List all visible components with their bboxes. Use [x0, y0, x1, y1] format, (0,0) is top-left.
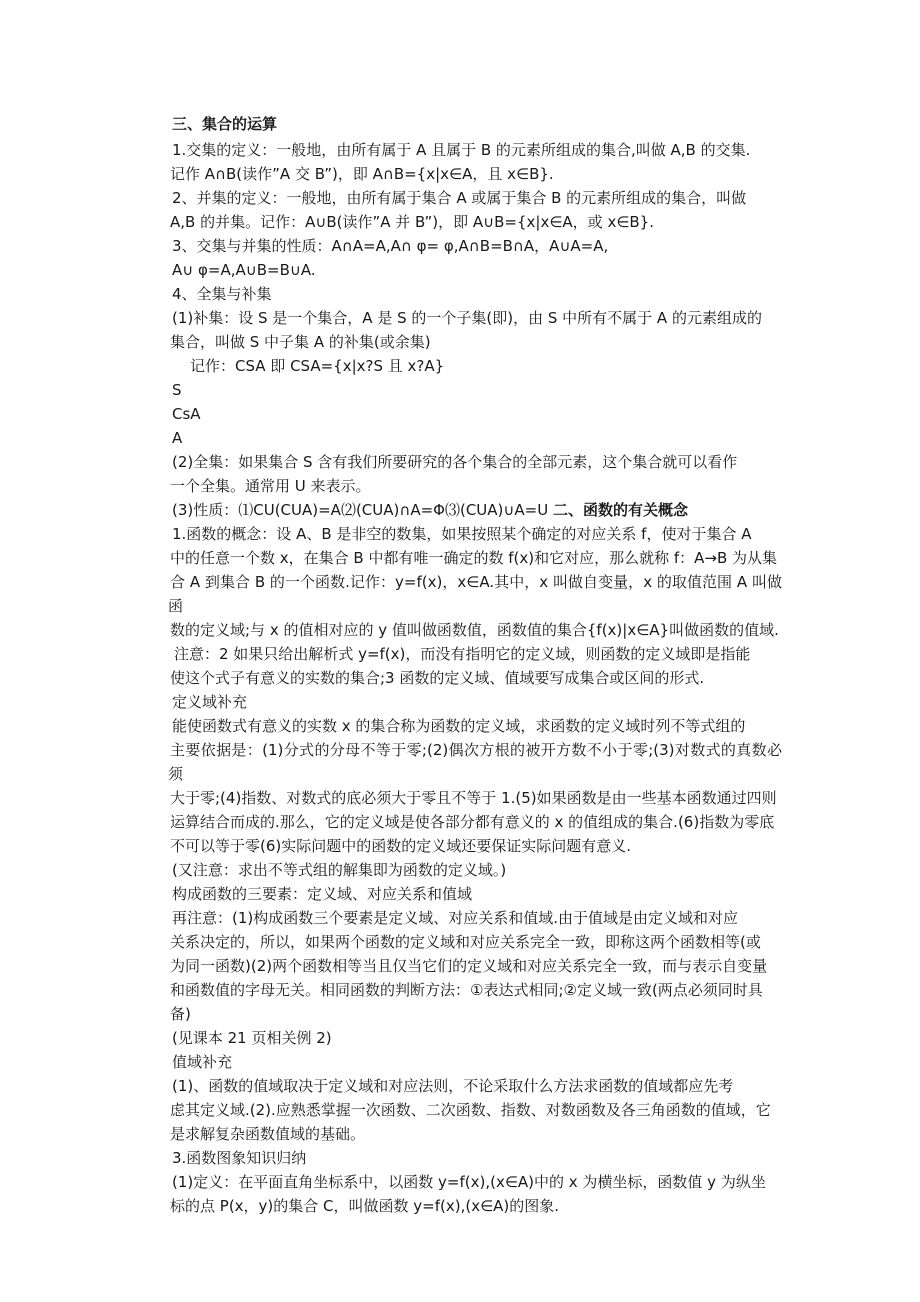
- intersection-notation: 记作 A∩B(读作”A 交 B”)，即 A∩B={x|x∈A，且 x∈B}.: [170, 165, 554, 183]
- domain-supplement-heading: 定义域补充: [172, 693, 248, 711]
- union-definition: 2、并集的定义：一般地，由所有属于集合 A 或属于集合 B 的元素所组成的集合，叫做: [172, 189, 747, 207]
- three-elements: 构成函数的三要素：定义域、对应关系和值域: [172, 885, 473, 903]
- complement-properties-text: (3)性质：⑴CU(CUA)=A⑵(CUA)∩A=Φ⑶(CUA)∪A=U: [172, 501, 553, 519]
- complement-definition-continued: 集合，叫做 S 中子集 A 的补集(或余集): [170, 333, 431, 351]
- function-note: 注意：2 如果只给出解析式 y=f(x)，而没有指明它的定义域，则函数的定义域即是指能: [174, 645, 751, 663]
- diagram-label-s: S: [172, 381, 182, 399]
- further-note-line-2: 关系决定的，所以，如果两个函数的定义域和对应关系完全一致，即称这两个函数相等(或: [170, 933, 761, 951]
- range-supplement-heading: 值域补充: [172, 1053, 233, 1071]
- graph-definition: (1)定义：在平面直角坐标系中，以函数 y=f(x),(x∈A)中的 x 为横坐标，函数值 y 为纵坐: [172, 1173, 766, 1191]
- set-properties: 3、交集与并集的性质：A∩A=A,A∩ φ= φ,A∩B=B∩A，A∪A=A,: [172, 237, 609, 255]
- domain-supplement-line-3: 大于零;(4)指数、对数式的底必须大于零且不等于 1.(5)如果函数是由一些基本函数通过四则: [170, 789, 777, 807]
- complement-definition: (1)补集：设 S 是一个集合，A 是 S 的一个子集(即)，由 S 中所有不属于 A 的元素组成的: [172, 309, 762, 327]
- intersection-definition: 1.交集的定义：一般地，由所有属于 A 且属于 B 的元素所组成的集合,叫做 A,B 的交集.: [172, 141, 751, 159]
- universal-and-complement-heading: 4、全集与补集: [172, 285, 272, 303]
- document-body: [170, 112, 782, 1218]
- range-supplement: (1)、函数的值域取决于定义域和对应法则，不论采取什么方法求函数的值域都应先考: [172, 1077, 734, 1095]
- range-supplement-line-3: 是求解复杂函数值域的基础。: [170, 1125, 366, 1143]
- section-heading-function-concepts: 二、函数的有关概念: [552, 501, 688, 519]
- function-concept: 1.函数的概念：设 A、B 是非空的数集，如果按照某个确定的对应关系 f，使对于集合 A: [172, 525, 752, 543]
- diagram-label-a: A: [172, 429, 183, 447]
- textbook-reference: (见课本 21 页相关例 2): [172, 1029, 332, 1047]
- further-note-line-4: 和函数值的字母无关。相同函数的判断方法：①表达式相同;②定义域一致(两点必须同时具: [170, 981, 763, 999]
- universal-set-definition: (2)全集：如果集合 S 含有我们所要研究的各个集合的全部元素，这个集合就可以看作: [172, 453, 738, 471]
- function-concept-line-3: 合 A 到集合 B 的一个函数.记作：y=f(x)，x∈A.其中，x 叫做自变量，x 的取值范围 A 叫做函: [168, 573, 782, 615]
- universal-set-definition-continued: 一个全集。通常用 U 来表示。: [170, 477, 371, 495]
- complement-properties: [170, 498, 782, 522]
- function-note-continued: 使这个式子有意义的实数的集合;3 函数的定义域、值域要写成集合或区间的形式.: [170, 669, 705, 687]
- domain-note: (又注意：求出不等式组的解集即为函数的定义域。): [172, 861, 507, 879]
- function-concept-line-2: 中的任意一个数 x，在集合 B 中都有唯一确定的数 f(x)和它对应，那么就称 f：A→B 为从集: [170, 549, 778, 567]
- domain-supplement-line-5: 不可以等于零(6)实际问题中的函数的定义域还要保证实际问题有意义.: [170, 837, 632, 855]
- domain-supplement-line-4: 运算结合而成的.那么，它的定义域是使各部分都有意义的 x 的值组成的集合.(6)指数为零底: [170, 813, 775, 831]
- section-heading-set-operations: 三、集合的运算: [172, 115, 278, 133]
- graph-summary-heading: 3.函数图象知识归纳: [172, 1149, 307, 1167]
- range-supplement-line-2: 虑其定义域.(2).应熟悉掌握一次函数、二次函数、指数、对数函数及各三角函数的值域，它: [170, 1101, 771, 1119]
- function-concept-line-4: 数的定义域;与 x 的值相对应的 y 值叫做函数值，函数值的集合{f(x)|x∈A}叫做函数的值域.: [170, 621, 779, 639]
- further-note-line-5: 备): [170, 1005, 191, 1023]
- domain-supplement-line-2: 主要依据是：(1)分式的分母不等于零;(2)偶次方根的被开方数不小于零;(3)对数式的真数必须: [168, 741, 782, 783]
- union-notation: A,B 的并集。记作：A∪B(读作”A 并 B”)，即 A∪B={x|x∈A，或 x∈B}.: [170, 213, 654, 231]
- graph-definition-continued: 标的点 P(x，y)的集合 C，叫做函数 y=f(x),(x∈A)的图象.: [170, 1197, 560, 1215]
- set-properties-continued: A∪ φ=A,A∪B=B∪A.: [172, 261, 316, 279]
- further-note-line-3: 为同一函数)(2)两个函数相等当且仅当它们的定义域和对应关系完全一致，而与表示自变量: [170, 957, 768, 975]
- complement-notation: 记作：CSA 即 CSA={x|x?S 且 x?A}: [190, 357, 445, 375]
- domain-supplement: 能使函数式有意义的实数 x 的集合称为函数的定义域，求函数的定义域时列不等式组的: [172, 717, 746, 735]
- further-note: 再注意：(1)构成函数三个要素是定义域、对应关系和值域.由于值域是由定义域和对应: [172, 909, 739, 927]
- diagram-label-csa: CsA: [172, 405, 201, 423]
